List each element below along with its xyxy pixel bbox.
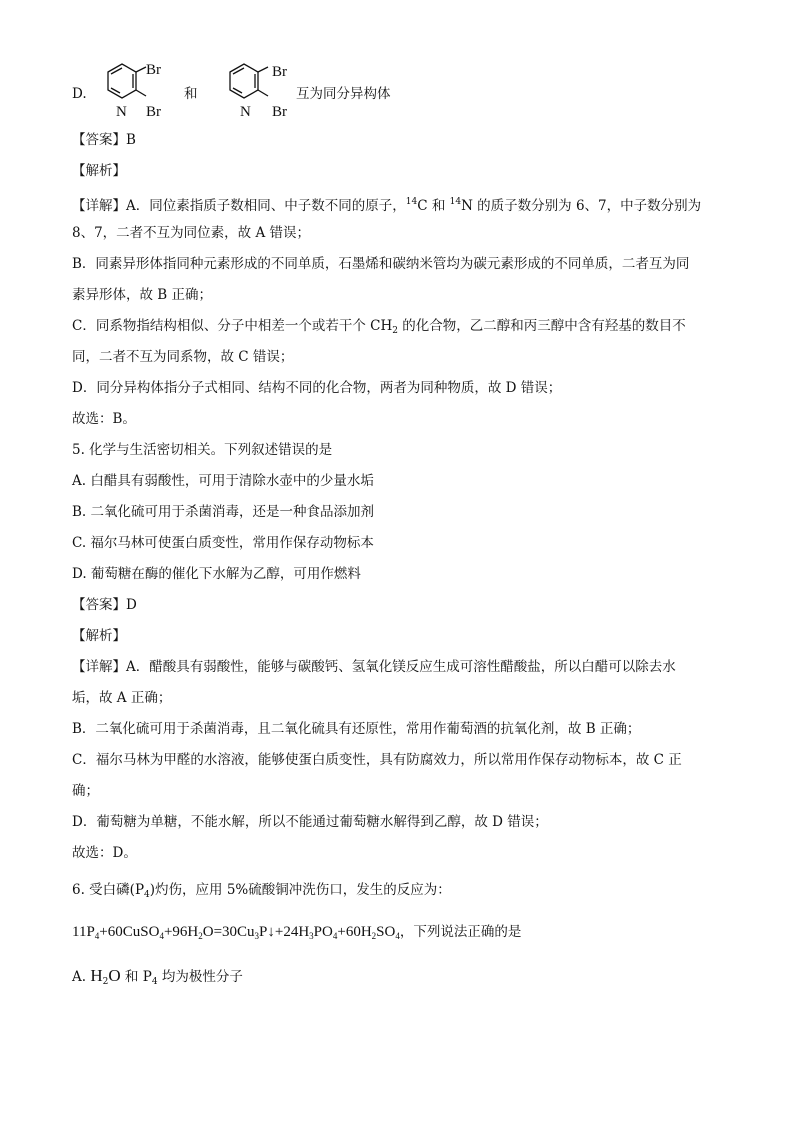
q4-conclusion: 故选：B。 bbox=[72, 411, 136, 427]
q4-detail-a-line2: 8、7，二者不互为同位素，故 A 错误； bbox=[72, 225, 311, 241]
option-d-label: D. bbox=[72, 86, 87, 102]
q5-stem: 5. 化学与生活密切相关。下列叙述错误的是 bbox=[72, 442, 333, 458]
q4-detail-a-line1: 【详解】A．同位素指质子数相同、中子数不同的原子，$^{14}$C 和 $^{14}$N 的质子数分别为 6、7，中子数分别为 bbox=[72, 197, 702, 214]
q6-equation: $11P_4+60CuSO_4+96H_2O=30Cu_3P↓+24H_3PO_4+60H_2SO_4$，下列说法正确的是 bbox=[72, 924, 522, 941]
q4-analysis-heading: 【解析】 bbox=[72, 163, 126, 179]
q5-detail-b: B．二氧化硫可用于杀菌消毒，且二氧化硫具有还原性，常用作葡萄酒的抗氧化剂，故 B 正确； bbox=[72, 721, 641, 737]
q5-detail-c-line2: 确； bbox=[72, 783, 99, 799]
mol1-br-side: Br bbox=[146, 104, 161, 120]
q5-analysis-heading: 【解析】 bbox=[72, 628, 126, 644]
q5-option-b: B. 二氧化硫可用于杀菌消毒，还是一种食品添加剂 bbox=[72, 504, 375, 520]
molecule-2-3-dibromopyridine-2 bbox=[218, 60, 298, 124]
q5-option-c: C. 福尔马林可使蛋白质变性，常用作保存动物标本 bbox=[72, 535, 374, 551]
mol2-n: N bbox=[240, 104, 251, 120]
q4-detail-b-line2: 素异形体，故 B 正确； bbox=[72, 287, 213, 303]
q5-detail-d: D．葡萄糖为单糖，不能水解，所以不能通过葡萄糖水解得到乙醇，故 D 错误； bbox=[72, 814, 548, 830]
mol1-br-top: Br bbox=[146, 62, 161, 78]
q5-detail-c-line1: C．福尔马林为甲醛的水溶液，能够使蛋白质变性，具有防腐效力，所以常用作保存动物标本，故 C 正 bbox=[72, 752, 682, 768]
q6-stem: 6. 受白磷$(P_4)$灼伤，应用 5%硫酸铜冲洗伤口，发生的反应为： bbox=[72, 882, 451, 900]
mol2-br-side: Br bbox=[272, 104, 287, 120]
mol2-br-top: Br bbox=[272, 64, 287, 80]
q4-detail-b-line1: B．同素异形体指同种元素形成的不同单质，石墨烯和碳纳米管均为碳元素形成的不同单质，二者互为同 bbox=[72, 256, 690, 272]
mol1-n: N bbox=[116, 104, 127, 120]
q5-conclusion: 故选：D。 bbox=[72, 845, 137, 861]
q5-answer: 【答案】D bbox=[72, 597, 137, 613]
q5-option-a: A. 白醋具有弱酸性，可用于清除水壶中的少量水垢 bbox=[72, 473, 374, 489]
q4-detail-c-line1: C．同系物指结构相似、分子中相差一个或若干个 $CH_2$ 的化合物，乙二醇和丙三醇中含有羟基的数目不 bbox=[72, 318, 686, 336]
q5-option-d: D. 葡萄糖在酶的催化下水解为乙醇，可用作燃料 bbox=[72, 566, 361, 582]
molecule-2-3-dibromopyridine-1 bbox=[90, 60, 170, 124]
q6-option-a: A. $H_2O$ 和 $P_4$ 均为极性分子 bbox=[72, 966, 243, 987]
q4-detail-c-line2: 同，二者不互为同系物，故 C 错误； bbox=[72, 349, 294, 365]
option-d-connector: 和 bbox=[184, 86, 198, 102]
q4-answer: 【答案】B bbox=[72, 132, 136, 148]
q4-detail-d: D．同分异构体指分子式相同、结构不同的化合物，两者为同种物质，故 D 错误； bbox=[72, 380, 562, 396]
q5-detail-a-line2: 垢，故 A 正确； bbox=[72, 690, 172, 706]
option-d-suffix: 互为同分异构体 bbox=[296, 86, 391, 102]
q5-detail-a-line1: 【详解】A．醋酸具有弱酸性，能够与碳酸钙、氢氧化镁反应生成可溶性醋酸盐，所以白醋可以除去水 bbox=[72, 659, 676, 675]
